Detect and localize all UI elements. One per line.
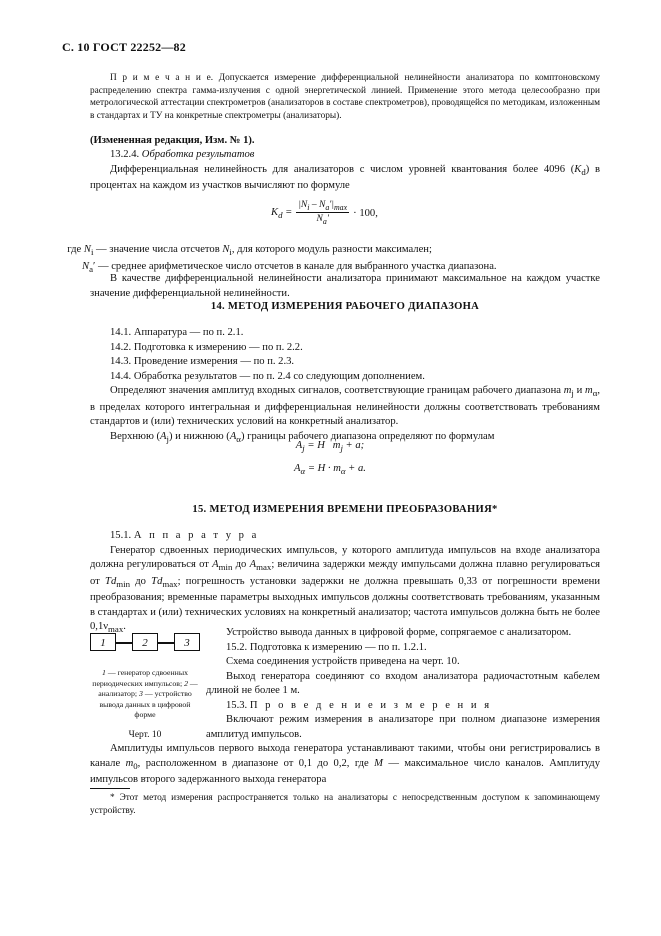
note-paragraph xyxy=(90,72,600,122)
s14-item: 14.4. Обработка результатов — по п. 2.4 со следующим дополнением. xyxy=(110,370,425,382)
section-15-right xyxy=(206,626,600,742)
fig-connector xyxy=(116,642,132,644)
formula-aa: $A_\alpha = H \cdot m_\alpha + a$. xyxy=(294,463,366,477)
s15-3-title: П р о в е д е н и е и з м е р е н и я xyxy=(249,699,492,711)
fig-box-1: 1 xyxy=(90,633,116,651)
s13-p1: Дифференциальная нелинейность для анализаторов с числом уровней квантования более 4096 $(K_d)$ в процентах на каждом из участков вычисляют по формуле xyxy=(90,163,601,192)
section-13-2-4 xyxy=(90,148,600,194)
s15-p6: Амплитуды импульсов первого выхода генератора устанавливают такими, чтобы они регистрировались в канале $m_0$, расположенном в диапазоне от 0,1 до 0,2, где M — максимальное число каналов. Амплитуду импульсов второго задержанного выхода генератора xyxy=(90,743,600,786)
s15-3-num: 15.3. xyxy=(226,699,248,711)
figure-label: Черт. 10 xyxy=(128,730,162,740)
note-text: Допускается измерение дифференциальной нелинейности анализатора по комптоновскому распределению спектра гамма-излучения с одной энергетической линией. Применение этого метода целесообразно при метрологической аттестации спектрометров (анализаторов в составе спектрометров), проводящейся по методикам, изложенным в стандартах и ТУ на конкретные спектрометры (анализаторы). xyxy=(90,73,601,121)
s15-p3: Схема соединения устройств приведена на черт. 10. xyxy=(226,656,460,667)
s13-num: 13.2.4. xyxy=(110,149,140,160)
section-14-title: 14. МЕТОД ИЗМЕРЕНИЯ РАБОЧЕГО ДИАПАЗОНА xyxy=(210,301,480,312)
formula-kd: $K_d$ = $|N_i - N_a'|_{max}$ · 100, $N_a'$ xyxy=(271,200,378,226)
note-label: П р и м е ч а н и е. xyxy=(110,73,214,83)
page-header: С. 10 ГОСТ 22252—82 xyxy=(62,40,186,54)
s13-p2: В качестве дифференциальной нелинейности анализатора принимают максимальное на каждом участке значение дифференциальной нелинейности. xyxy=(90,273,600,299)
s15-2: 15.2. Подготовка к измерению — по п. 1.2.1. xyxy=(226,641,427,653)
fig-box-2: 2 xyxy=(132,633,158,651)
s14-item: 14.2. Подготовка к измерению — по п. 2.2. xyxy=(110,341,303,353)
s15-1-title: А п п а р а т у р а xyxy=(133,530,259,541)
s13-title: Обработка результатов xyxy=(141,149,255,160)
revision-note: (Измененная редакция, Изм. № 1). xyxy=(90,135,255,146)
fig-connector xyxy=(158,642,174,644)
section-14-items xyxy=(90,326,600,446)
s14-item: 14.3. Проведение измерения — по п. 2.3. xyxy=(110,356,295,367)
section-15-title: 15. МЕТОД ИЗМЕРЕНИЯ ВРЕМЕНИ ПРЕОБРАЗОВАНИЯ* xyxy=(192,504,498,515)
figure-caption: 1 — генератор сдвоенных периодических импульсов; 2 — анализатор; 3 — устройство вывода данных в цифровой форме xyxy=(92,668,198,719)
where-1: где $N_i$ — значение числа отсчетов $N_i$, для которого модуль разности максимален; xyxy=(62,244,432,258)
s15-p2: Устройство вывода данных в цифровой форме, сопрягаемое с анализатором. xyxy=(226,627,572,638)
s15-p5: Включают режим измерения в анализаторе при полном диапазоне измерения амплитуд импульсов. xyxy=(206,714,600,740)
s15-p4: Выход генератора соединяют со входом анализатора радиочастотным кабелем длиной не более 1 м. xyxy=(206,670,600,696)
s14-item: 14.1. Аппаратура — по п. 2.1. xyxy=(110,327,244,338)
footnote-rule xyxy=(90,788,130,789)
formula-aj: $A_j = H$ $m_j + a$; xyxy=(295,440,365,454)
section-15-1 xyxy=(90,529,600,637)
s15-p1: Генератор сдвоенных периодических импульсов, у которого амплитуда импульсов на входе анализатора должна регулироваться от $A_{min}$ до $A_{max}$; величина задержки между импульсами должна плавно регулироваться от $Td_{min}$ до $Td_{max}$; погрешность установки задержки не должна превышать 0,33 от погрешности времени преобразования; временные параметры выходных импульсов должны соответствовать требованиям, указанным в стандартах и (или) технических условиях на конкретный анализатор; частота импульсов должна быть не более $0,1\nu_{max}$. xyxy=(90,544,601,635)
where-2: $N_a'$ — среднее арифметическое число отсчетов в канале для выбранного участка диапазона. xyxy=(82,260,497,274)
s15-1-num: 15.1. xyxy=(110,530,132,541)
s14-p2: Верхнюю $(A_j)$ и нижнюю $(A_\alpha)$ границы рабочего диапазона определяют по формулам xyxy=(110,430,495,444)
figure-10-diagram xyxy=(88,630,202,656)
footnote: * Этот метод измерения распространяется только на анализаторы с непосредственным доступом к запоминающему устройству. xyxy=(90,793,600,816)
s14-p1: Определяют значения амплитуд входных сигналов, соответствующие границам рабочего диапазона $m_j$ и $m_\alpha$, в пределах которого интегральная и дифференциальная нелинейности должны соответствовать требованиям стандартов и (или) технических условий на конкретный анализатор. xyxy=(90,385,600,428)
fig-box-3: 3 xyxy=(174,633,200,651)
